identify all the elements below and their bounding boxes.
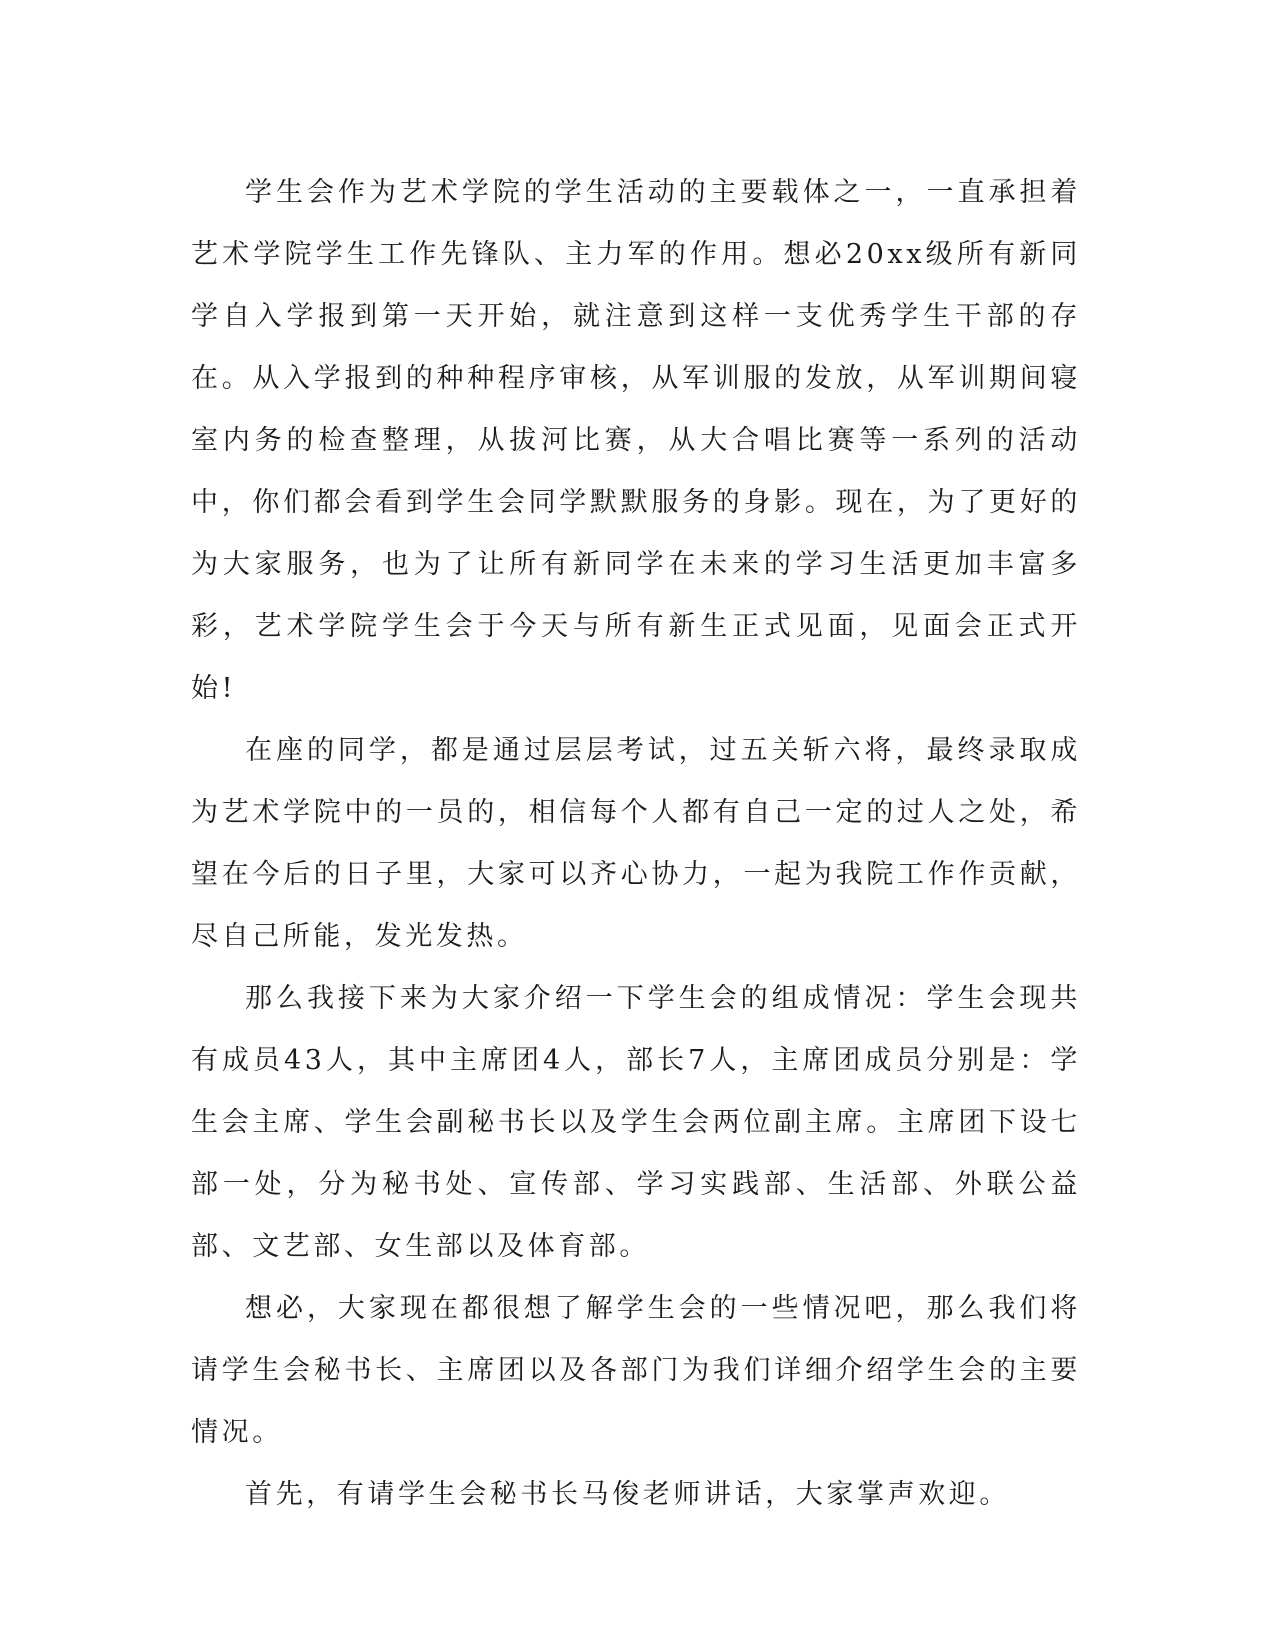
paragraph-intro: 学生会作为艺术学院的学生活动的主要载体之一，一直承担着艺术学院学生工作先锋队、主力军的作用。想必20xx级所有新同学自入学报到第一天开始，就注意到这样一支优秀学生干部的存在。从入学报到的种种程序审核，从军训服的发放，从军训期间寝室内务的检查整理，从拔河比赛，从大合唱比赛等一系列的活动中，你们都会看到学生会同学默默服务的身影。现在，为了更好的为大家服务，也为了让所有新同学在未来的学习生活更加丰富多彩，艺术学院学生会于今天与所有新生正式见面，见面会正式开始! [191,177,1081,704]
document-body [191,162,1081,1526]
paragraph-first-speaker: 首先，有请学生会秘书长马俊老师讲话，大家掌声欢迎。 [245,1479,1010,1510]
paragraph-introduction-request: 想必，大家现在都很想了解学生会的一些情况吧，那么我们将请学生会秘书长、主席团以及各部门为我们详细介绍学生会的主要情况。 [191,1293,1081,1448]
paragraph-composition: 那么我接下来为大家介绍一下学生会的组成情况：学生会现共有成员43人，其中主席团4人，部长7人，主席团成员分别是：学生会主席、学生会副秘书长以及学生会两位副主席。主席团下设七部一处，分为秘书处、宣传部、学习实践部、生活部、外联公益部、文艺部、女生部以及体育部。 [191,983,1081,1262]
paragraph-welcome: 在座的同学，都是通过层层考试，过五关斩六将，最终录取成为艺术学院中的一员的，相信每个人都有自己一定的过人之处，希望在今后的日子里，大家可以齐心协力，一起为我院工作作贡献，尽自己所能，发光发热。 [191,735,1081,952]
